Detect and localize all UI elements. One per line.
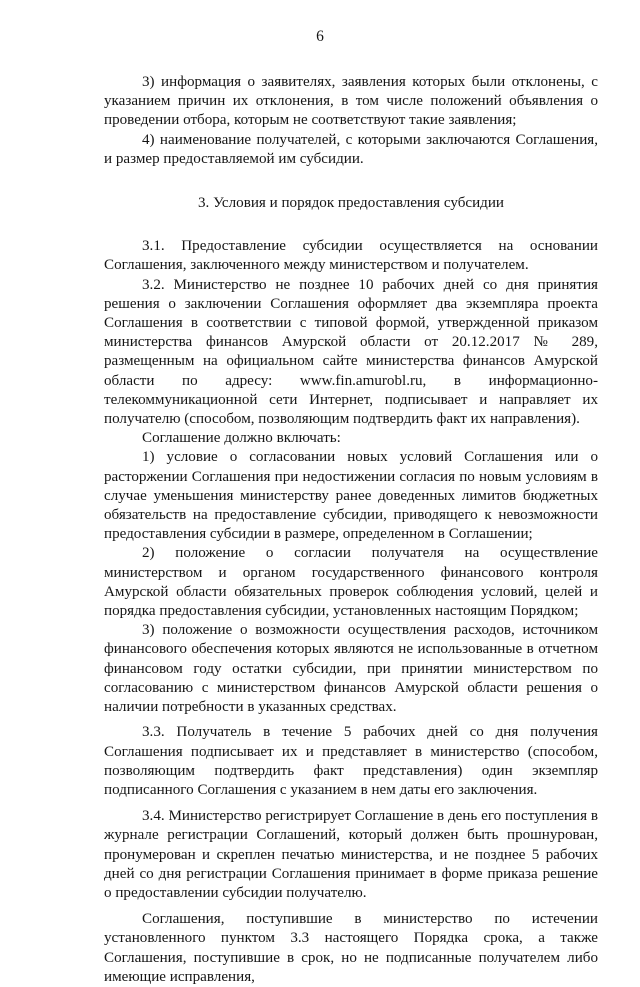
paragraph-condition-3: 3) положение о возможности осуществления расходов, источником финансового обеспечения которых являются не использованные в отчетном финансовом году остатки субсидии, при принятии министерством по согласованию с министерством финансов Амурской области решения о наличии потребности в указанных средствах. (104, 622, 598, 716)
page-number: 6 (316, 28, 324, 45)
paragraph-3-1: 3.1. Предоставление субсидии осуществляется на основании Соглашения, заключенного между министерством и получателем. (104, 238, 598, 274)
paragraph-applicants-rejected: 3) информация о заявителях, заявления которых были отклонены, с указанием причин их отклонения, в том числе положений объявления о проведении отбора, которым не соответствуют такие заявления; (104, 74, 598, 129)
document-body (104, 73, 598, 987)
paragraph-3-4: 3.4. Министерство регистрирует Соглашение в день его поступления в журнале регистрации Соглашений, который должен быть прошнурован, пронумерован и скреплен печатью министерства, и не позднее 5 рабочих дней со дня регистрации Соглашения принимает в форме приказа решение о предоставлении субсидии получателю. (104, 808, 598, 901)
paragraph-recipients-names: 4) наименование получателей, с которыми заключаются Соглашения, и размер предоставляемой им субсидии. (104, 131, 598, 167)
paragraph-3-2: 3.2. Министерство не позднее 10 рабочих дней со дня принятия решения о заключении Соглашения оформляет два экземпляра проекта Соглашения в соответствии с типовой формой, утвержденной приказом министерства финансов Амурской области от 20.12.2017 № 289, размещенным на официальном сайте министерства финансов Амурской области по адресу: www.fin.amurobl.ru, в информационно-телекоммуникационной сети Интернет, подписывает и направляет их получателю (способом, позволяющим подтвердить факт их направления). (104, 276, 598, 428)
paragraph-condition-1: 1) условие о согласовании новых условий Соглашения или о расторжении Соглашения при недостижении согласия по новым условиям в случае уменьшения министерству ранее доведенных лимитов бюджетных обязательств на предоставление субсидии, приводящего к невозможности предоставления субсидии в размере, определенном в Соглашении; (104, 449, 598, 543)
paragraph-3-3: 3.3. Получатель в течение 5 рабочих дней со дня получения Соглашения подписывает их и представляет в министерство (способом, позволяющим подтвердить факт представления) один экземпляр подписанного Соглашения с указанием в нем даты его заключения. (104, 724, 598, 798)
paragraph-agreement-must-include: Соглашение должно включать: (142, 430, 341, 447)
paragraph-late-agreements: Соглашения, поступившие в министерство по истечении установленного пунктом 3.3 настоящего Порядка срока, а также Соглашения, поступившие в срок, но не подписанные получателем либо имеющие исправления, (104, 911, 598, 985)
section-heading: 3. Условия и порядок предоставления субсидии (197, 195, 505, 212)
paragraph-condition-2: 2) положение о согласии получателя на осуществление министерством и органом государственного финансового контроля Амурской области обязательных проверок соблюдения условий, целей и порядка предоставления субсидии, установленных настоящим Порядком; (104, 545, 598, 620)
